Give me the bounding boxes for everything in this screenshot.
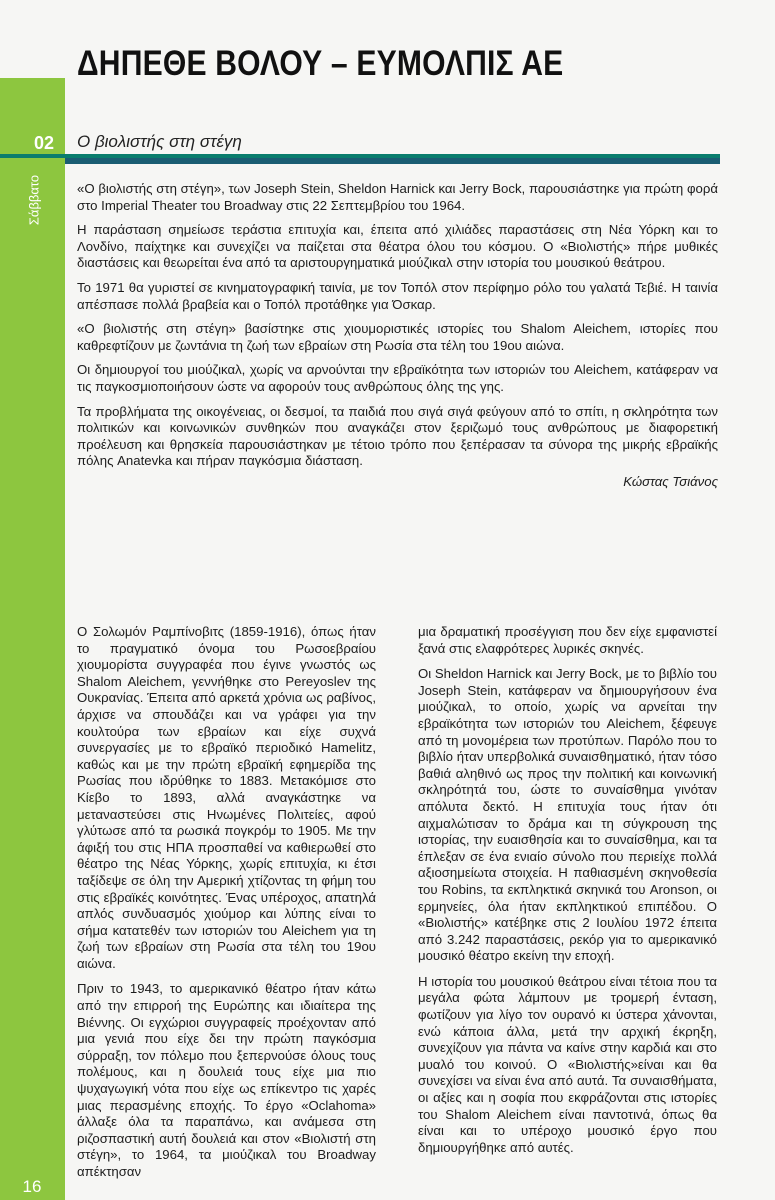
- left-column: [77, 624, 376, 1190]
- intro-paragraph: Το 1971 θα γυριστεί σε κινηματογραφική ταινία, με τον Τοπόλ στον περίφημο ρόλο του γαλατά Τεβιέ. Η ταινία απέσπασε πολλά βραβεία και ο Τοπόλ προτάθηκε για Όσκαρ.: [77, 279, 718, 312]
- column-paragraph: Πριν το 1943, το αμερικανικό θέατρο ήταν κάτω από την επιρροή της Ευρώπης και ιδιαίτερα της Βιέννης. Οι εγχώριοι συγγραφείς προέχονταν από μια γενιά που είχε δει την πρώτη παγκόσμια σύρραξη, τον πόλεμο που ξεπερνούσε όλους τους πολέμους, και η δουλειά τους είχε μια πιο ψυχαγωγική νότα που είχε ως επίκεντρο τις χαρές μιας περασμένης εποχής. Το έργο «Oclahoma» άλλαξε όλα τα παραπάνω, και ανάμεσα στη ριζοσπαστική αυτή δουλειά και στον «Βιολιστή στη στέγη», το 1964, τα μιούζικαλ του Broadway απέκτησαν: [77, 981, 376, 1179]
- intro-paragraph: «Ο βιολιστής στη στέγη», των Joseph Stein, Sheldon Harnick και Jerry Bock, παρουσιάστηκε για πρώτη φορά στο Imperial Theater του Broadway στις 22 Σεπτεμβρίου του 1964.: [77, 181, 718, 213]
- intro-paragraph: «Ο βιολιστής στη στέγη» βασίστηκε στις χιουμοριστικές ιστορίες του Shalom Aleichem, ιστορίες που καθρεφτίζουν με ζωντάνια τη ζωή των εβραίων στη Ρωσία στα τέλη του 19ου αιώνα.: [77, 321, 718, 353]
- right-column: [418, 624, 717, 1165]
- intro-paragraph: Η παράσταση σημείωσε τεράστια επιτυχία και, έπειτα από χιλιάδες παραστάσεις στη Νέα Υόρκη και το Λονδίνο, παίχτηκε και συνεχίζει να παίζεται στα θέατρα όλου του κόσμου. Ο «Βιολιστής» πήρε μυθικές διαστάσεις και θεωρείται ένα από τα αριστουργηματικά μιούζικαλ στην ιστορία του μουσικού θεάτρου.: [77, 222, 718, 271]
- side-color-bar: [0, 78, 65, 1200]
- column-paragraph: μια δραματική προσέγγιση που δεν είχε εμφανιστεί ξανά στις ελαφρότερες λυρικές σκηνές.: [418, 624, 717, 656]
- intro-text: [77, 181, 718, 478]
- column-paragraph: Ο Σολωμόν Ραμπίνοβιτς (1859-1916), όπως ήταν το πραγματικό όνομα του Ρωσοεβραίου χιουμορίστα συγγραφέα που έγινε γνωστός ως Shalom Aleichem, γεννήθηκε στο Pereyoslev της Ουκρανίας. Έπειτα από αρκετά χρόνια ως ραβίνος, άρχισε να σπουδάζει και να γράφει για την κουλτούρα των εβραίων και είχε συχνά συνεργασίες με το εβραϊκό περιοδικό Hamelitz, καθώς και με την πρώτη εβραϊκή εφημερίδα της Ρωσίας που ιδρύθηκε το 1883. Μετακόμισε στο Κίεβο το 1893, αλλά αναγκάστηκε να μεταναστεύσει στις Ηνωμένες Πολιτείες, αφού γλύτωσε από τα ρωσικά πογκρόμ το 1905. Με την άφιξή του στις ΗΠΑ προσπαθεί να καθιερωθεί στο θέατρο της Νέας Υόρκης, χωρίς επιτυχία, κι έτσι ταξίδεψε σε όλη την Αμερική χτίζοντας τη φήμη του στις εβραϊκές κοινότητες. Ένας υπέροχος, απατηλά απλός συνδυασμός χιούμορ και λύπης είναι το σήμα κατατεθέν των ιστοριών του Aleichem για τη ζωή των εβραίων στη Ρωσία στα τέλη του 19ου αιώνα.: [77, 624, 376, 971]
- intro-paragraph: Τα προβλήματα της οικογένειας, οι δεσμοί, τα παιδιά που σιγά σιγά φεύγουν από το σπίτι, η σκληρότητα των πολιτικών και κοινωνικών συνθηκών που αναγκάζει στον ξεριζωμό τους ανθρώπους με διαφορετική προέλευση και θρησκεία παρουσιάστηκαν με τέτοιο τρόπο που ξεπέρασαν τα σύνορα της μικρής εβραϊκής πόλης Anatevka και πήραν παγκόσμια διάσταση.: [77, 403, 718, 469]
- side-day-label: Σάββατο: [26, 174, 42, 226]
- section-number: 02: [34, 133, 55, 153]
- column-paragraph: Οι Sheldon Harnick και Jerry Bock, με το βιβλίο του Joseph Stein, κατάφεραν να δημιουργήσουν ένα μιούζικαλ, το οποίο, χωρίς να αρνείται την εβραϊκότητα των ιστοριών του Aleichem, ξέφευγε από τη μονομέρεια των προτύπων. Παρόλο που το βιβλίο ήταν υπερβολικά συναισθηματικό, ήταν τόσο βαθιά αληθινό ως προς την πολιτική και κοινωνική σκληρότητά του, ώστε το συναίσθημα γινόταν απόλυτα δεκτό. Η επιτυχία τους ήταν ότι αιχμαλώτισαν το δράμα και τη σύγκρουση της ιστορίας, την ευαισθησία και το συναίσθημα, και τα έπλεξαν σε ένα ενιαίο σύνολο που περιείχε πολλά αξιοσημείωτα στοιχεία. Η παθιασμένη σκηνοθεσία του Robins, τα εκπληκτικά σκηνικά του Aronson, οι ερμηνείες, όλα ήταν εκπληκτικού επιπέδου. Ο «Βιολιστής» κατέβηκε στις 2 Ιουλίου 1972 έπειτα από 3.242 παραστάσεις, ρεκόρ για το αμερικανικό μουσικό θέατρο εκείνη την εποχή.: [418, 666, 717, 964]
- section-title: Ο βιολιστής στη στέγη: [77, 132, 242, 151]
- column-paragraph: Η ιστορία του μουσικού θεάτρου είναι τέτοια που τα μεγάλα φώτα λάμπουν με τρομερή ένταση, φωτίζουν για λίγο τον ουρανό κι ύστερα χάνονται, ενώ κάποια άλλα, μετά την αρχική έκρηξη, συνεχίζουν για πάντα να καίνε στην καρδιά και στο μυαλό του κοινού. Ο «Βιολιστής»είναι και θα συνεχίσει να είναι ένα από αυτά. Τα συναισθήματα, οι αξίες και η σοφία που εκφράζονται στις ιστορίες του Shalom Aleichem είναι παντοτινά, όπως θα είναι και το υπέροχο μουσικό έργο που δημιουργήθηκε από αυτές.: [418, 973, 717, 1155]
- page-title: ΔΗΠΕΘΕ ΒΟΛΟΥ – ΕΥΜΟΛΠΙΣ ΑΕ: [77, 44, 564, 83]
- author-signature: Κώστας Τσιάνος: [623, 474, 718, 489]
- intro-paragraph: Οι δημιουργοί του μιούζικαλ, χωρίς να αρνούνται την εβραϊκότητα των ιστοριών του Aleichem, κατάφεραν να τις παγκοσμιοποιήσουν ώστε να αφορούν τους ανθρώπους όλης της γης.: [77, 362, 718, 394]
- page-number: 16: [22, 1177, 42, 1196]
- section-rule-teal: [65, 158, 720, 164]
